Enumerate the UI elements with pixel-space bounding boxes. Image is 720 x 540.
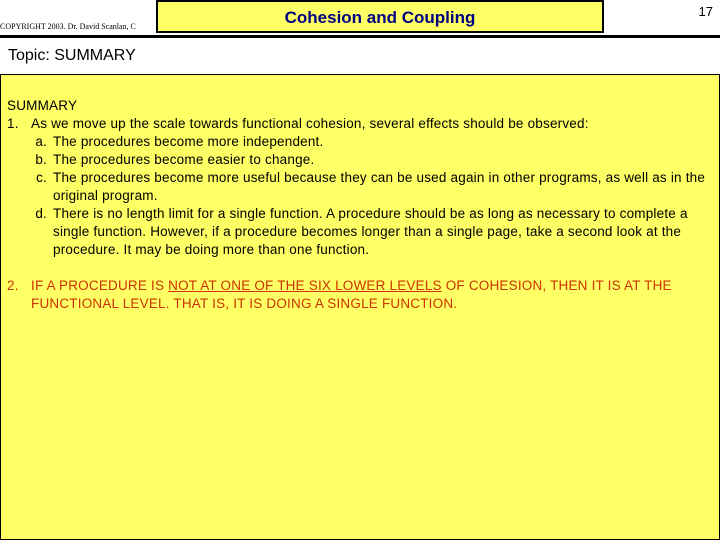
title-box [156, 0, 604, 33]
list-marker: 2. [7, 278, 19, 293]
sub-marker: d. [35, 206, 47, 221]
sub-item-text: The procedures become more useful because they can be used again in other programs, as well as in the original program. [53, 170, 706, 203]
slide-content [7, 97, 712, 313]
sub-item-c [7, 169, 712, 205]
list-item-text [31, 277, 712, 313]
list-marker: 1. [7, 116, 19, 131]
list-item-text: As we move up the scale towards functional cohesion, several effects should be observed: [31, 116, 589, 131]
sub-marker: a. [35, 134, 47, 149]
sub-item-text: The procedures become easier to change. [53, 152, 315, 167]
slide-number: 17 [698, 4, 713, 19]
topic-label: Topic: SUMMARY [2, 43, 142, 69]
sub-item-d [7, 205, 712, 259]
content-heading: SUMMARY [7, 98, 78, 113]
sub-item-a [7, 133, 712, 151]
list-item-2 [7, 277, 712, 313]
sub-marker: b. [35, 152, 47, 167]
sub-item-b [7, 151, 712, 169]
item2-text-after: OF COHESION, THEN IT IS AT THE FUNCTIONAL LEVEL. THAT IS, IT IS DOING A SINGLE FUNCTION. [31, 278, 672, 311]
item2-text-before: IF A PROCEDURE IS [31, 278, 169, 293]
sub-marker: c. [36, 170, 47, 185]
sub-item-text: The procedures become more independent. [53, 134, 324, 149]
sub-item-text: There is no length limit for a single function. A procedure should be as long as necessary to complete a single function. However, if a procedure becomes longer than a single page, take a second look at the procedure. It may be doing more than one function. [53, 206, 688, 257]
item2-underlined-text: NOT AT ONE OF THE SIX LOWER LEVELS [168, 278, 442, 293]
copyright-notice: COPYRIGHT 2003. Dr. David Scanlan, C [0, 22, 136, 31]
list-item-1 [7, 115, 712, 133]
slide-title: Cohesion and Coupling [284, 8, 476, 27]
